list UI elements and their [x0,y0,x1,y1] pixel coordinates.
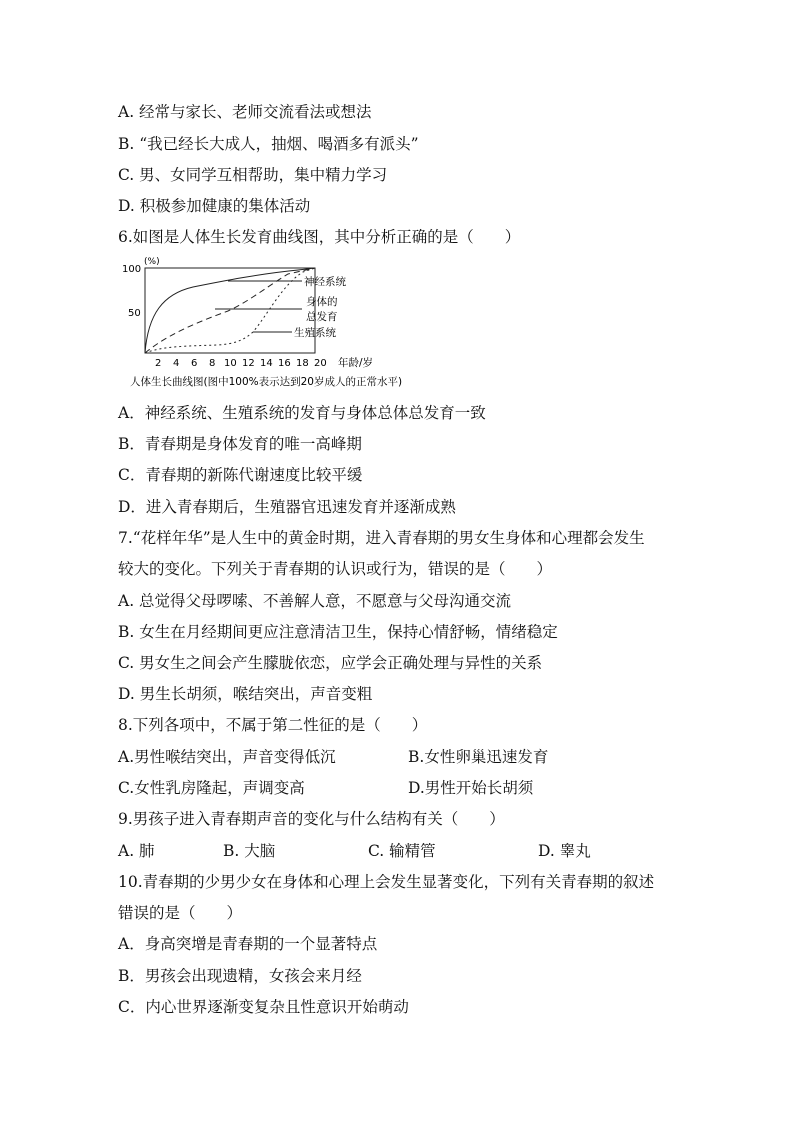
q10-stem-line1: 10.青春期的少男少女在身体和心理上会发生显著变化，下列有关青春期的叙述 [118,873,655,891]
q10-option-a: A．身高突增是青春期的一个显著特点 [118,935,378,953]
q10-stem-line2: 错误的是（ ） [118,904,243,922]
figure-caption: 人体生长曲线图(图中100%表示达到20岁成人的正常水平) [130,376,403,388]
label-body-1: 身体的 [306,296,338,308]
q5-option-b: B. “我已经长大成人，抽烟、喝酒多有派头” [118,135,419,153]
q5-option-a: A. 经常与家长、老师交流看法或想法 [118,103,372,121]
q7-stem-line2: 较大的变化。下列关于青春期的认识或行为，错误的是（ ） [118,560,553,578]
y-tick-100: 100 [122,264,142,275]
q8-option-b: B.女性卵巢迅速发育 [408,748,549,766]
q9-option-c: C. 输精管 [368,842,436,860]
label-reproductive: 生殖系统 [294,327,336,339]
label-nervous: 神经系统 [304,276,346,288]
x-tick: 8 [209,358,216,369]
q6-option-c: C．青春期的新陈代谢速度比较平缓 [118,466,363,484]
q6-option-b: B．青春期是身体发育的唯一高峰期 [118,435,362,453]
x-tick: 12 [242,358,255,369]
q7-option-b: B. 女生在月经期间更应注意清洁卫生，保持心情舒畅，情绪稳定 [118,623,558,641]
growth-curve-figure [118,254,458,394]
x-tick: 6 [191,358,198,369]
q9-option-a: A. 肺 [118,842,155,860]
y-tick-50: 50 [128,308,141,319]
y-unit: (%) [144,257,160,267]
q5-option-d: D. 积极参加健康的集体活动 [118,197,311,215]
x-tick: 4 [173,358,180,369]
x-tick: 20 [314,358,327,369]
q6-option-a: A．神经系统、生殖系统的发育与身体总体总发育一致 [118,404,486,422]
q10-option-c: C．内心世界逐渐变复杂且性意识开始萌动 [118,998,409,1016]
label-body-2: 总发育 [306,311,338,323]
x-tick: 10 [224,358,237,369]
q7-stem-line1: 7.“花样年华”是人生中的黄金时期，进入青春期的男女生身体和心理都会发生 [118,529,645,547]
q9-option-b: B. 大脑 [223,842,276,860]
q7-option-d: D. 男生长胡须，喉结突出，声音变粗 [118,685,373,703]
q9-stem: 9.男孩子进入青春期声音的变化与什么结构有关（ ） [118,810,505,828]
q9-option-d: D. 睾丸 [538,842,591,860]
q6-stem: 6.如图是人体生长发育曲线图，其中分析正确的是（ ） [118,228,521,246]
q8-option-a: A.男性喉结突出，声音变得低沉 [118,748,336,766]
q8-option-c: C.女性乳房隆起，声调变高 [118,779,305,797]
q8-stem: 8.下列各项中，不属于第二性征的是（ ） [118,716,428,734]
x-tick: 2 [155,358,162,369]
x-axis-label: 年龄/岁 [338,357,374,369]
q10-option-b: B．男孩会出现遗精，女孩会来月经 [118,967,362,985]
q7-option-a: A. 总觉得父母啰嗦、不善解人意，不愿意与父母沟通交流 [118,592,512,610]
q8-option-d: D.男性开始长胡须 [408,779,534,797]
x-tick: 16 [278,358,291,369]
x-tick: 18 [296,358,309,369]
q7-option-c: C. 男女生之间会产生朦胧依恋，应学会正确处理与异性的关系 [118,654,543,672]
q5-option-c: C. 男、女同学互相帮助，集中精力学习 [118,166,388,184]
x-tick: 14 [260,358,273,369]
q6-option-d: D．进入青春期后，生殖器官迅速发育并逐渐成熟 [118,498,456,516]
